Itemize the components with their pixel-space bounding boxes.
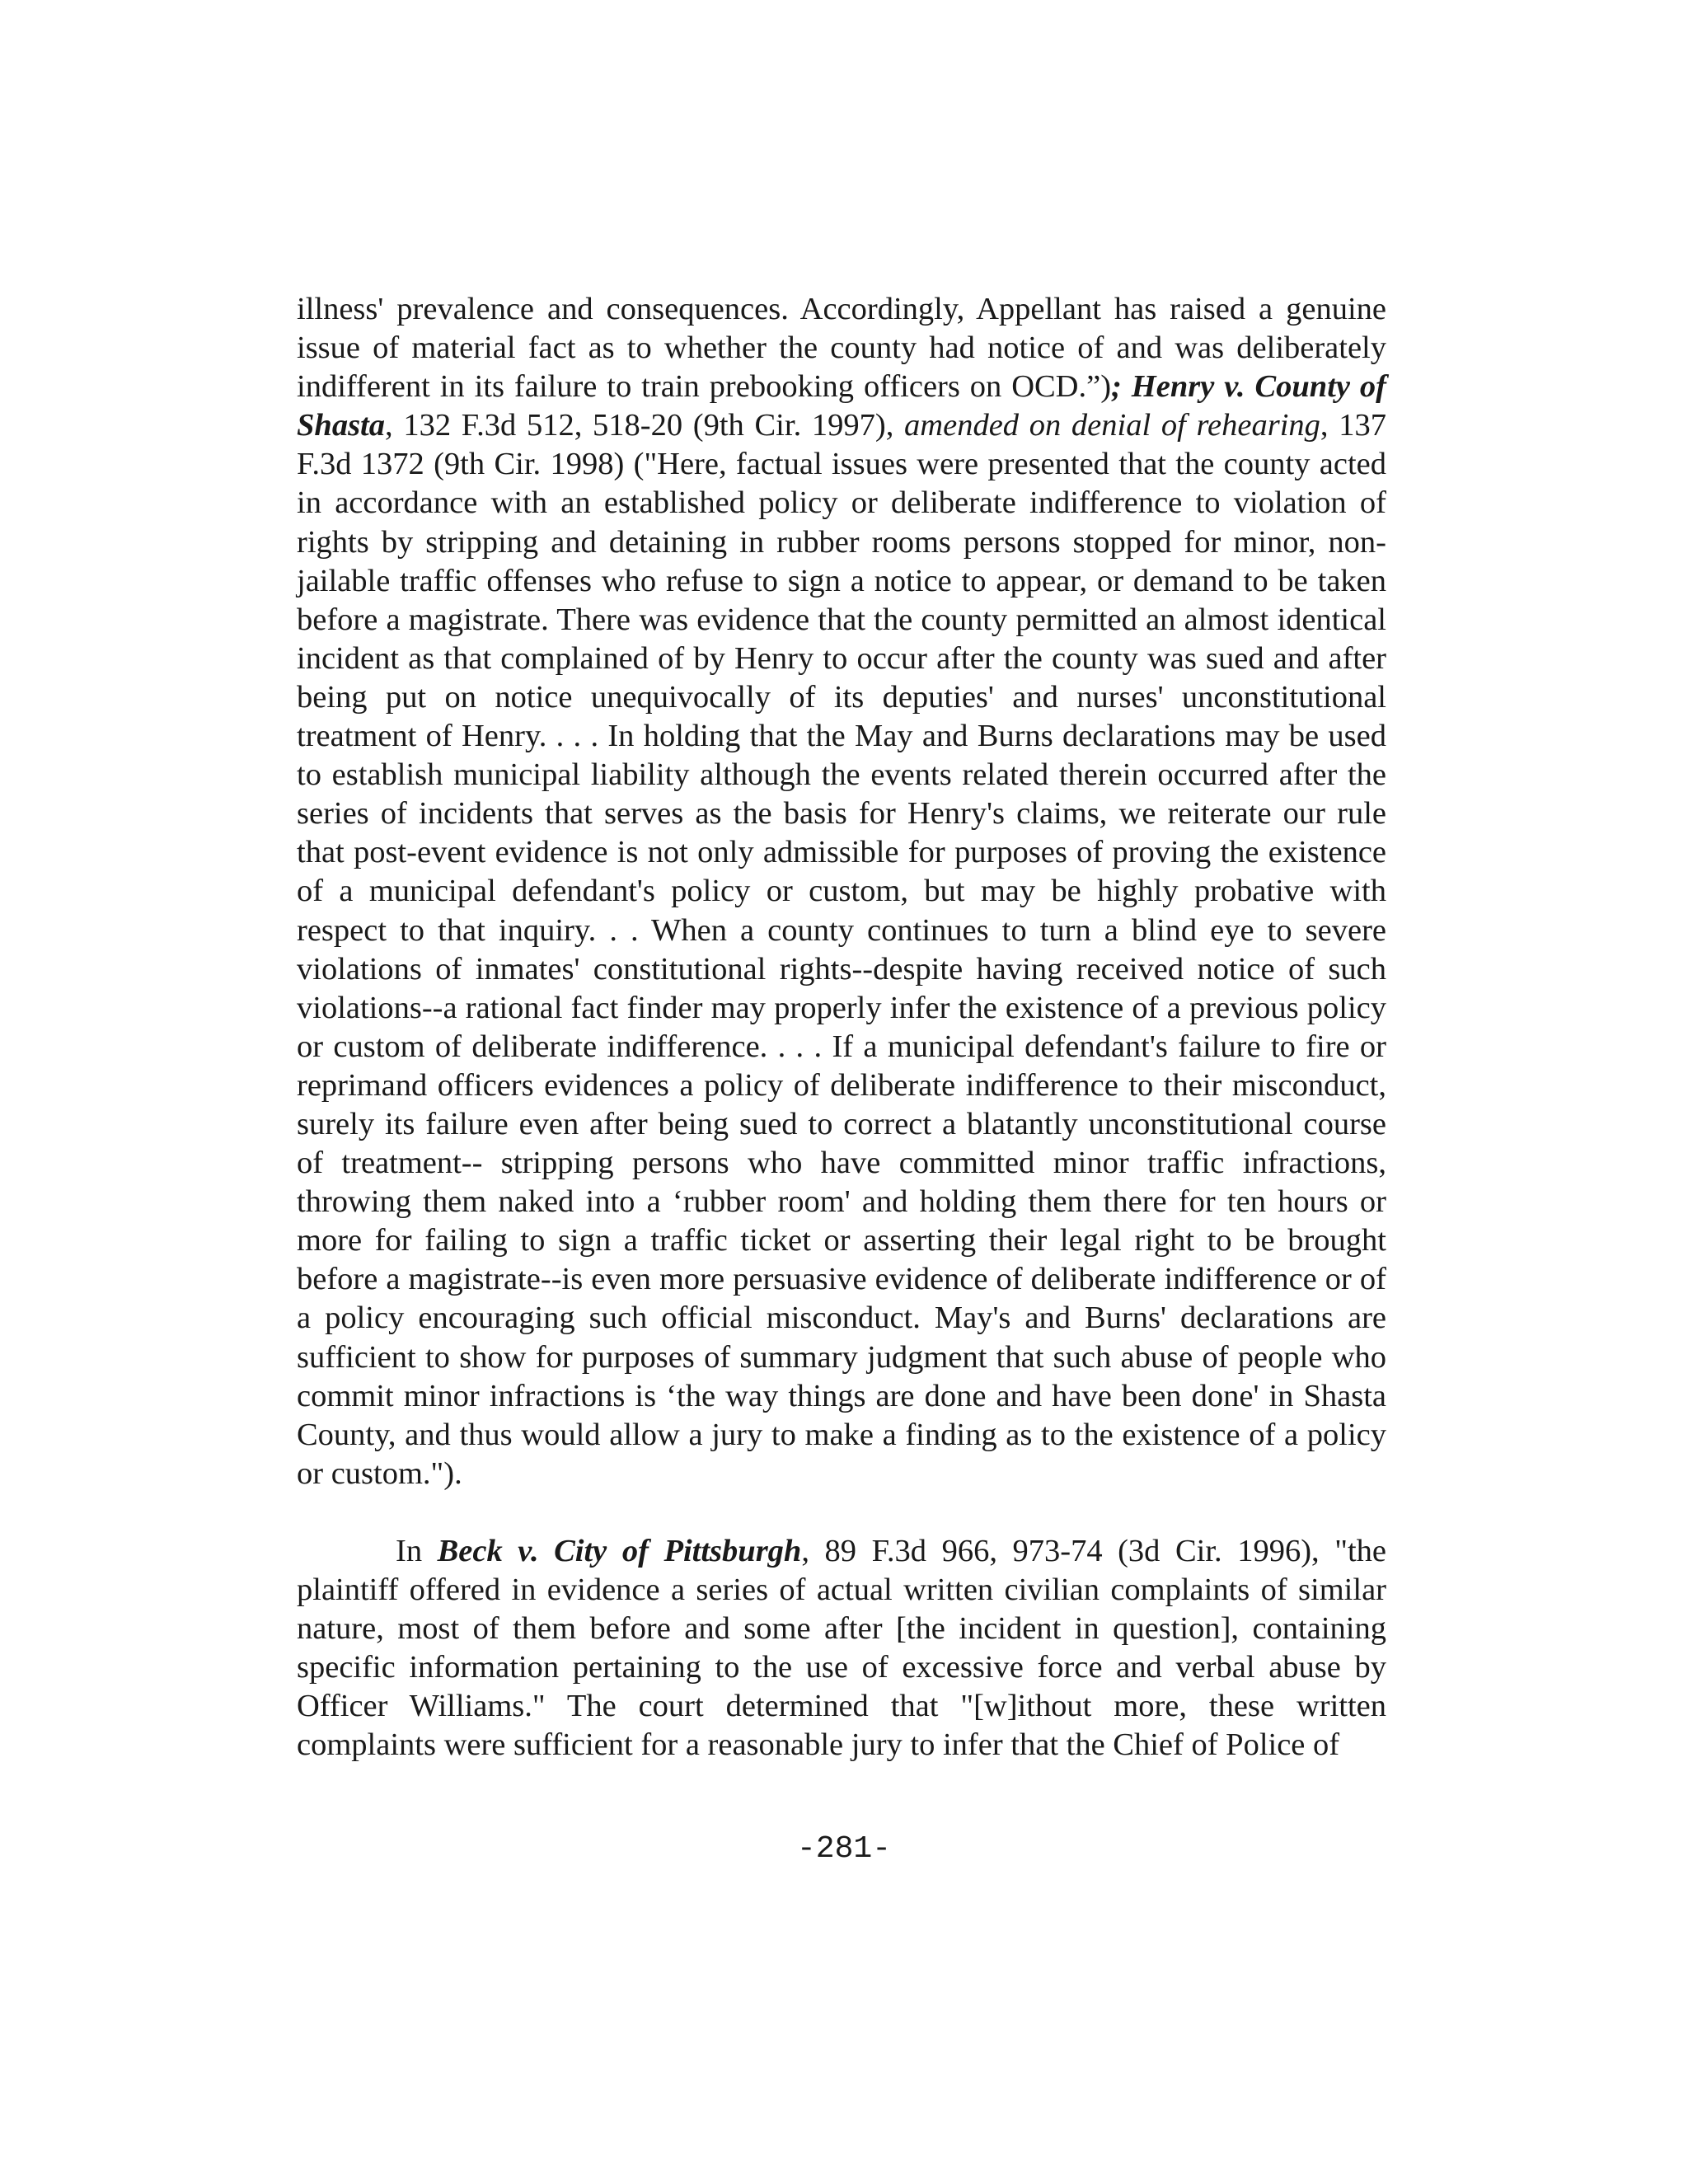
citation-henry: , 132 F.3d 512, 518-20 (9th Cir. 1997),: [385, 408, 905, 443]
case-name-beck: Beck v. City of Pittsburgh: [437, 1533, 802, 1568]
paragraph-beck-v-pittsburgh: [297, 1532, 1386, 1765]
paragraph-henry-v-shasta: [297, 290, 1386, 1493]
quote-beck: , 89 F.3d 966, 973-74 (3d Cir. 1996), "the plaintiff offered in evidence a series of actual written civilian complaints of similar nature, most of them before and some after [the incident in question], containing specific information pertaining to the use of excessive force and verbal abuse by Officer Williams." The court determined that "[w]ithout more, these written complaints were sufficient for a reasonable jury to infer that the Chief of Police of: [297, 1533, 1386, 1763]
body-text: [297, 290, 1386, 1765]
case-name-henry: ; Henry v. County of Shasta: [297, 369, 1386, 443]
page-number: -281-: [796, 1831, 892, 1867]
citation-subsequent-history: amended on denial of rehearing: [904, 408, 1320, 443]
quote-henry: , 137 F.3d 1372 (9th Cir. 1998) ("Here, factual issues were presented that the county acted in accordance with an established policy or deliberate indifference to violation of rights by stripping and detaining in rubber rooms persons stopped for minor, non-jailable traffic offenses who refuse to sign a notice to appear, or demand to be taken before a magistrate. There was evidence that the county permitted an almost identical incident as that complained of by Henry to occur after the county was sued and after being put on notice unequivocally of its deputies' and nurses' unconstitutional treatment of Henry. . . . In holding that the May and Burns declarations may be used to establish municipal liability although the events related therein occurred after the series of incidents that serves as the basis for Henry's claims, we reiterate our rule that post-event evidence is not only admissible for purposes of proving the existence of a municipal defendant's policy or custom, but may be highly probative with respect to that inquiry. . . When a county continues to turn a blind eye to severe violations of inmates' constitutional rights--despite having received notice of such violations--a rational fact finder may properly infer the existence of a previous policy or custom of deliberate indifference. . . . If a municipal defendant's failure to fire or reprimand officers evidences a policy of deliberate indifference to their misconduct, surely its failure even after being sued to correct a blatantly unconstitutional course of treatment-- stripping persons who have committed minor traffic infractions, throwing them naked into a ‘rubber room' and holding them there for ten hours or more for failing to sign a traffic ticket or asserting their legal right to be brought before a magistrate--is even more persuasive evidence of deliberate indifference or of a policy encouraging such official misconduct. May's and Burns' declarations are sufficient to show for purposes of summary judgment that such abuse of people who commit minor infractions is ‘the way things are done and have been done' in Shasta County, and thus would allow a jury to make a finding as to the existence of a policy or custom.").: [297, 408, 1386, 1491]
quote-continuation: illness' prevalence and consequences. Accordingly, Appellant has raised a genuine issue of material fact as to whether the county had notice of and was deliberately indifferent in its failure to train prebooking officers on OCD.”): [297, 292, 1386, 405]
paragraph-lead: In: [396, 1533, 438, 1568]
